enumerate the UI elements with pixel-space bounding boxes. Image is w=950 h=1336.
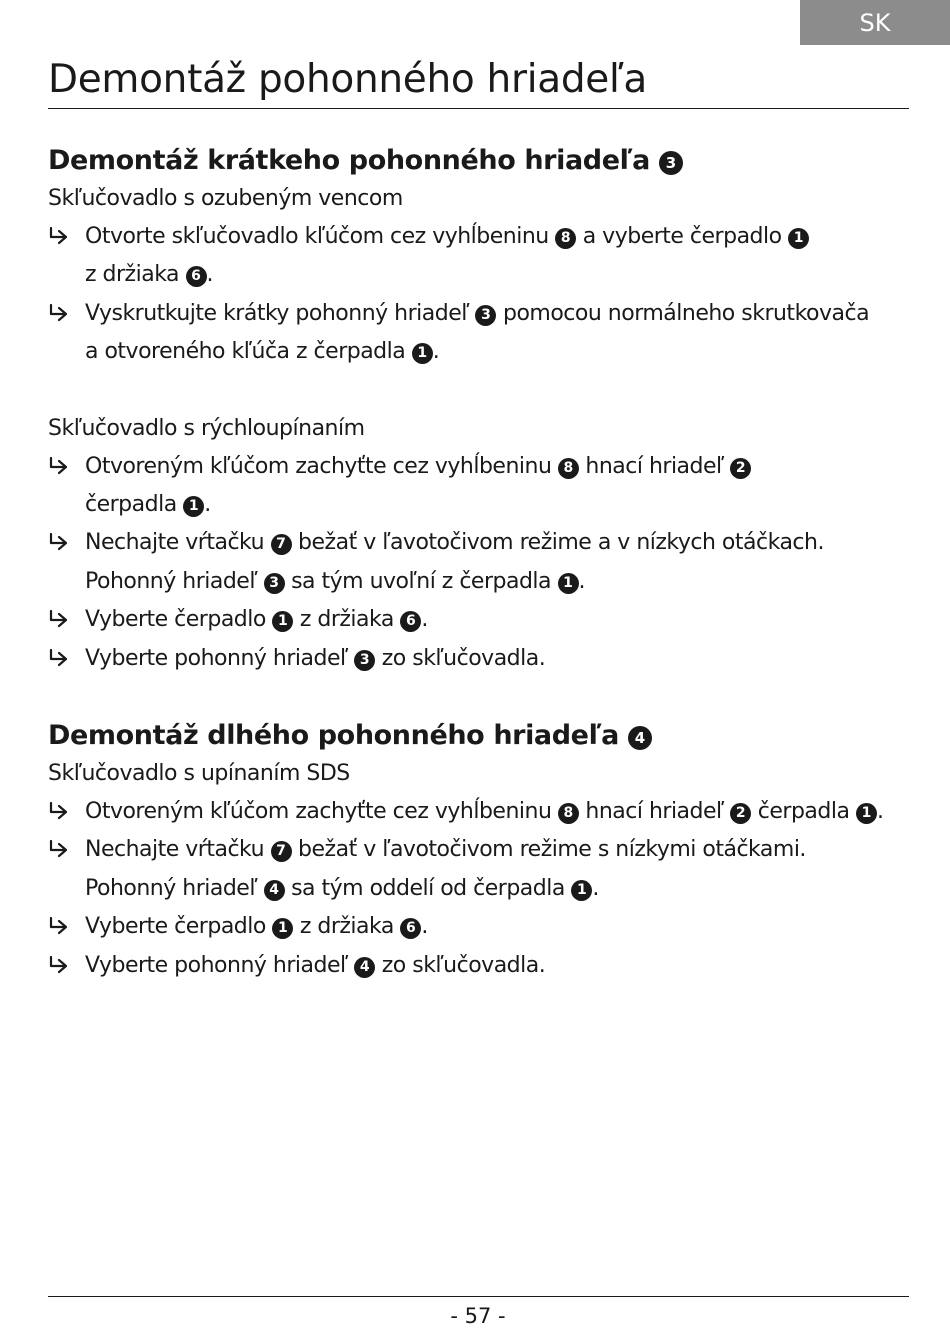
step-text: Otvorte skľučovadlo kľúčom cez vyhĺbeninu [85,224,556,249]
part-number-badge: 1 [571,880,592,901]
part-number-badge: 3 [354,650,375,671]
part-number-badge: 4 [354,957,375,978]
step-text: Otvoreným kľúčom zachyťte cez vyhĺbeninu [85,799,558,824]
step-text: zo skľučovadla. [375,645,546,671]
step-text-line [85,640,910,678]
step-arrow-icon [48,836,74,862]
step-text: a otvoreného kľúča z čerpadla [85,339,412,365]
instruction-step [48,448,910,525]
step-text: Vyberte pohonný hriadeľ [85,952,355,978]
part-number-badge: 1 [272,611,293,632]
section-heading [48,142,910,180]
step-text-line [85,448,910,486]
step-text: pomocou normálneho skrutkovača [496,300,870,326]
part-number-badge: 3 [475,305,496,326]
part-number-badge: 1 [788,228,809,249]
instruction-step [48,831,910,908]
step-text-line [85,947,910,985]
language-label: SK [859,8,891,37]
group-sds-chuck [48,755,910,985]
subsection-title: Skľučovadlo s ozubeným vencom [48,186,403,211]
instruction-step [48,640,910,678]
step-text: Pohonný hriadeľ [85,568,264,594]
step-arrow-icon [48,606,74,632]
part-number-badge: 7 [271,534,292,555]
step-text: Nechajte vŕtačku [85,530,271,556]
step-text-line [85,831,910,869]
step-text-line [85,563,910,601]
part-number-badge: 8 [555,228,576,249]
step-arrow-icon [48,798,74,824]
section-heading-text: Demontáž dlhého pohonného hriadeľa [48,720,619,751]
step-text: Otvoreným kľúčom zachyťte cez vyhĺbeninu [85,453,558,479]
step-text-line [85,870,910,908]
part-number-badge: 1 [558,573,579,594]
step-text: . [206,262,214,288]
step-text: . [421,914,428,940]
part-number-badge: 7 [271,841,292,862]
instruction-step [48,908,910,946]
step-text: čerpadla [85,492,184,518]
step-text: z držiaka [293,914,401,940]
step-text: . [204,492,211,518]
heading-part-number-badge: 3 [659,151,683,175]
subsection-title: Skľučovadlo s rýchloupínaním [48,415,365,441]
step-text: . [432,339,440,365]
instruction-step [48,524,910,601]
page-number: - 57 - [450,1304,506,1328]
footer-divider [48,1296,909,1297]
instruction-step [48,947,910,985]
part-number-badge: 6 [400,611,421,632]
heading-part-number-badge: 4 [628,726,652,750]
part-number-badge: 8 [558,803,579,824]
part-number-badge: 6 [400,918,421,939]
step-list [48,793,910,985]
step-text: a vyberte čerpadlo [576,224,789,249]
step-text-line [85,256,910,294]
step-arrow-icon [48,913,74,939]
step-arrow-icon [48,453,74,479]
step-text-line [85,333,910,371]
part-number-badge: 6 [186,266,207,287]
step-text: . [876,799,884,824]
step-text-line [85,601,910,639]
step-arrow-icon [48,952,74,978]
step-text: z držiaka [85,262,186,288]
part-number-badge: 1 [412,343,433,364]
title-divider [48,108,909,109]
part-number-badge: 1 [183,496,204,517]
section-heading-text: Demontáž krátkeho pohonného hriadeľa [48,145,650,176]
step-text-line [85,218,910,256]
section-heading [48,717,910,755]
part-number-badge: 2 [730,458,751,479]
instruction-step [48,601,910,639]
step-arrow-icon [48,300,74,326]
step-list [48,448,910,678]
step-text-line [85,793,910,831]
step-text: čerpadla [751,799,856,824]
step-text: Vyberte čerpadlo [85,914,273,940]
part-number-badge: 8 [558,458,579,479]
step-text-line [85,486,910,524]
step-text: sa tým oddelí od čerpadla [284,875,572,901]
part-number-badge: 3 [264,573,285,594]
language-tab [800,0,950,45]
step-text: z držiaka [293,607,401,633]
step-text-line [85,295,910,333]
instruction-step [48,295,910,372]
step-text: . [592,875,599,901]
section-short-shaft [48,142,910,678]
step-text: hnací hriadeľ [578,799,731,824]
subsection-title: Skľučovadlo s upínaním SDS [48,761,350,786]
step-arrow-icon [48,645,74,671]
step-arrow-icon [48,223,74,249]
step-text: Vyberte čerpadlo [85,607,273,633]
step-text: Nechajte vŕtačku [85,837,271,863]
step-list [48,218,910,372]
instruction-step [48,793,910,831]
step-text: . [421,607,428,633]
group-quick-release-chuck [48,410,910,678]
step-arrow-icon [48,529,74,555]
step-text: Vyskrutkujte krátky pohonný hriadeľ [85,300,476,326]
part-number-badge: 1 [856,803,877,824]
step-text: Vyberte pohonný hriadeľ [85,645,355,671]
part-number-badge: 4 [264,880,285,901]
page-title: Demontáž pohonného hriadeľa [48,57,647,102]
step-text: bežať v ľavotočivom režime s nízkymi otáčkami. [291,837,806,863]
step-text: sa tým uvoľní z čerpadla [284,568,558,594]
step-text-line [85,524,910,562]
step-text: . [578,568,586,594]
part-number-badge: 1 [272,918,293,939]
step-text: zo skľučovadla. [375,952,546,978]
step-text: hnací hriadeľ [578,453,731,479]
part-number-badge: 2 [730,803,751,824]
instruction-step [48,218,910,295]
step-text: Pohonný hriadeľ [85,875,264,901]
step-text: bežať v ľavotočivom režime a v nízkych otáčkach. [291,530,824,556]
step-text-line [85,908,910,946]
section-long-shaft [48,717,910,985]
group-gear-rim-chuck [48,180,910,372]
